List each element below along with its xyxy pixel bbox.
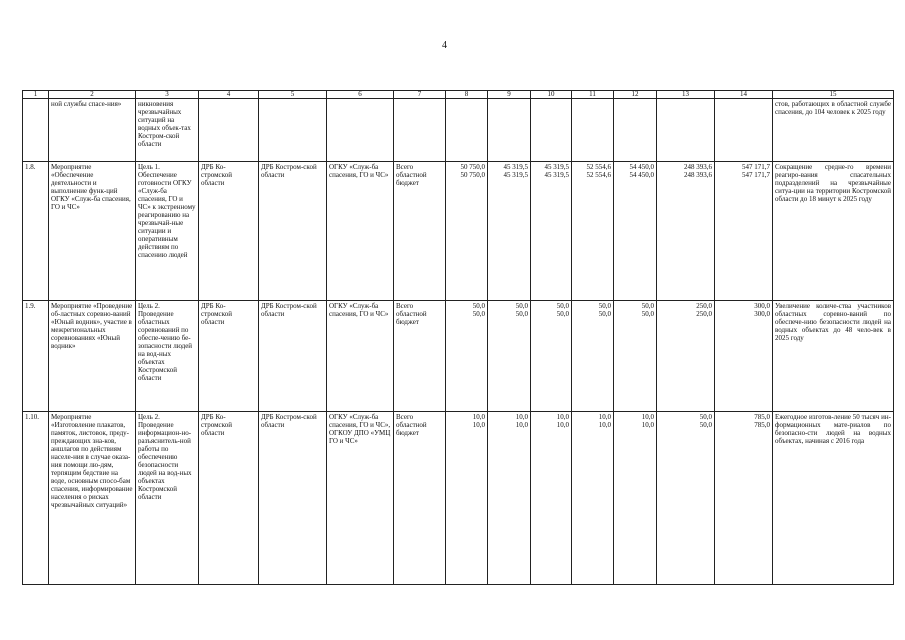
column-number: 6: [327, 91, 394, 99]
value-budget: 45 319,5: [544, 171, 569, 179]
column-number: 10: [531, 91, 572, 99]
value-col8: [446, 301, 488, 412]
value-col10: [531, 412, 572, 585]
value-total: 785,0: [754, 413, 770, 421]
value-col10: [531, 301, 572, 412]
value-budget: 248 393,6: [684, 171, 712, 179]
value-total: 50 750,0: [460, 163, 485, 171]
column-number: 5: [259, 91, 327, 99]
cell-col14: [715, 99, 773, 162]
value-col13: [657, 412, 715, 585]
value-total: 52 554,6: [586, 163, 611, 171]
measure-name: Мероприятие «Обеспечение деятельности и выполнение функ-ций ОГКУ «Служ-ба спасения, ГО и ЧС»: [49, 162, 136, 301]
page-number: 4: [442, 40, 447, 51]
value-budget: 250,0: [696, 310, 712, 318]
value-total: 54 450,0: [629, 163, 654, 171]
program-table: [22, 90, 894, 585]
value-col9: [488, 162, 531, 301]
expected-result: стов, работающих в областной службе спасения, до 104 человек к 2025 году: [773, 99, 894, 162]
value-col9: [488, 412, 531, 585]
cell-col10: [531, 99, 572, 162]
responsible-executor: ДРБ Ко-стромской области: [199, 412, 259, 585]
value-budget: 50,0: [598, 310, 611, 318]
cell-col8: [446, 99, 488, 162]
column-number: 7: [394, 91, 446, 99]
cell-col6: [327, 99, 394, 162]
expected-result: Ежегодное изготов-ление 50 тысяч ин-формационных мате-риалов по безопасно-сти людей на водных объектах, начиная с 2016 года: [773, 412, 894, 585]
value-col12: [614, 162, 657, 301]
value-col14: [715, 412, 773, 585]
column-number: 3: [136, 91, 199, 99]
column-number: 11: [572, 91, 614, 99]
measure-goal: Цель 1. Обеспечение готовности ОГКУ «Служ-ба спасения, ГО и ЧС» к экстренному реагированию на чрезвычай-ные ситуации и оперативным действиям по спасению людей: [136, 162, 199, 301]
value-total: 50,0: [556, 302, 569, 310]
value-col13: [657, 301, 715, 412]
column-number: 15: [773, 91, 894, 99]
cell-col13: [657, 99, 715, 162]
participant: ОГКУ «Служ-ба спасения, ГО и ЧС», ОГКОУ ДПО «УМЦ ГО и ЧС»: [327, 412, 394, 585]
value-col9: [488, 301, 531, 412]
funding-source: [394, 162, 446, 301]
column-number: 8: [446, 91, 488, 99]
funding-source: [394, 412, 446, 585]
value-col14: [715, 162, 773, 301]
value-budget: 50,0: [472, 310, 485, 318]
cell-col7: [394, 99, 446, 162]
value-total: 10,0: [556, 413, 569, 421]
value-col11: [572, 412, 614, 585]
measure-goal: Цель 2. Проведение областных соревнований по обеспе-чению бе-зопасности людей на вод-ных объектах Костромской области: [136, 301, 199, 412]
measure-goal: никновения чрезвычайных ситуаций на водных объек-тах Костром-ской области: [136, 99, 199, 162]
value-total: 50,0: [472, 302, 485, 310]
value-col13: [657, 162, 715, 301]
value-col12: [614, 301, 657, 412]
column-number: 4: [199, 91, 259, 99]
responsible-executor: ДРБ Ко-стромской области: [199, 301, 259, 412]
value-budget: 54 450,0: [629, 171, 654, 179]
column-number: 12: [614, 91, 657, 99]
funding-source: [394, 301, 446, 412]
value-budget: 10,0: [598, 421, 611, 429]
value-budget: 50,0: [515, 310, 528, 318]
funding-total-label: Всего: [396, 163, 414, 171]
value-col8: [446, 162, 488, 301]
value-total: 300,0: [754, 302, 770, 310]
measure-name: Мероприятие «Проведение об-ластных соревно-ваний «Юный водник», участие в межрегиональных соревнованиях «Юный водник»: [49, 301, 136, 412]
value-total: 10,0: [472, 413, 485, 421]
value-total: 45 319,5: [544, 163, 569, 171]
value-col14: [715, 301, 773, 412]
expected-result: Увеличение количе-ства участников областных соревно-ваний по обеспече-нию безопасности людей на водных объектах до 48 чело-век в 2025 году: [773, 301, 894, 412]
table-row: [23, 412, 894, 585]
table-row: [23, 99, 894, 162]
value-col10: [531, 162, 572, 301]
column-number: 14: [715, 91, 773, 99]
value-total: 10,0: [515, 413, 528, 421]
cell-col4: [199, 99, 259, 162]
funding-budget-label: областной бюджет: [396, 310, 427, 326]
value-total: 10,0: [641, 413, 654, 421]
funding-total-label: Всего: [396, 302, 414, 310]
participant: ОГКУ «Служ-ба спасения, ГО и ЧС»: [327, 162, 394, 301]
co-executor: ДРБ Костром-ской области: [259, 162, 327, 301]
value-col8: [446, 412, 488, 585]
value-budget: 52 554,6: [586, 171, 611, 179]
column-number: 13: [657, 91, 715, 99]
column-number: 1: [23, 91, 49, 99]
value-total: 50,0: [515, 302, 528, 310]
value-budget: 50,0: [641, 310, 654, 318]
value-total: 10,0: [598, 413, 611, 421]
value-budget: 10,0: [556, 421, 569, 429]
value-col11: [572, 301, 614, 412]
funding-total-label: Всего: [396, 413, 414, 421]
table-row: [23, 162, 894, 301]
co-executor: ДРБ Костром-ской области: [259, 412, 327, 585]
column-number-row: [23, 91, 894, 99]
value-budget: 10,0: [641, 421, 654, 429]
value-total: 50,0: [699, 413, 712, 421]
co-executor: ДРБ Костром-ской области: [259, 301, 327, 412]
column-number: 9: [488, 91, 531, 99]
measure-goal: Цель 2. Проведение информацион-но-разъяснитель-ной работы по обеспечению безопасности людей на вод-ных объектах Костромской области: [136, 412, 199, 585]
value-budget: 50,0: [699, 421, 712, 429]
value-col12: [614, 412, 657, 585]
row-number: 1.10.: [23, 412, 49, 585]
row-number: 1.8.: [23, 162, 49, 301]
value-total: 50,0: [641, 302, 654, 310]
funding-budget-label: областной бюджет: [396, 421, 427, 437]
responsible-executor: ДРБ Ко-стромской области: [199, 162, 259, 301]
value-budget: 300,0: [754, 310, 770, 318]
value-total: 250,0: [696, 302, 712, 310]
value-budget: 50,0: [556, 310, 569, 318]
column-number: 2: [49, 91, 136, 99]
value-budget: 10,0: [472, 421, 485, 429]
value-budget: 45 319,5: [503, 171, 528, 179]
funding-budget-label: областной бюджет: [396, 171, 427, 187]
table-row: [23, 301, 894, 412]
measure-name: Мероприятие «Изготовление плакатов, памяток, листовок, преду-преждающих зна-ков, аншлагов по действиям населе-ния в случае оказа-ния помощи лю-дям, терпящим бедствие на воде, основным спосо-бам спасения, информирование населения о рисках чрезвычайных ситуаций»: [49, 412, 136, 585]
value-budget: 547 171,7: [742, 171, 770, 179]
cell-col12: [614, 99, 657, 162]
value-col11: [572, 162, 614, 301]
expected-result: Сокращение средне-го времени реагиро-вания спасательных подразделений на чрезвычайные ситуа-ции на территории Костромской области до 18 минут к 2025 году: [773, 162, 894, 301]
value-total: 50,0: [598, 302, 611, 310]
value-budget: 10,0: [515, 421, 528, 429]
cell-col9: [488, 99, 531, 162]
value-total: 45 319,5: [503, 163, 528, 171]
value-total: 547 171,7: [742, 163, 770, 171]
participant: ОГКУ «Служ-ба спасения, ГО и ЧС»: [327, 301, 394, 412]
cell-col11: [572, 99, 614, 162]
value-total: 248 393,6: [684, 163, 712, 171]
row-number: 1.9.: [23, 301, 49, 412]
measure-name: ной службы спасе-ния»: [49, 99, 136, 162]
cell-col5: [259, 99, 327, 162]
row-number: [23, 99, 49, 162]
value-budget: 50 750,0: [460, 171, 485, 179]
value-budget: 785,0: [754, 421, 770, 429]
